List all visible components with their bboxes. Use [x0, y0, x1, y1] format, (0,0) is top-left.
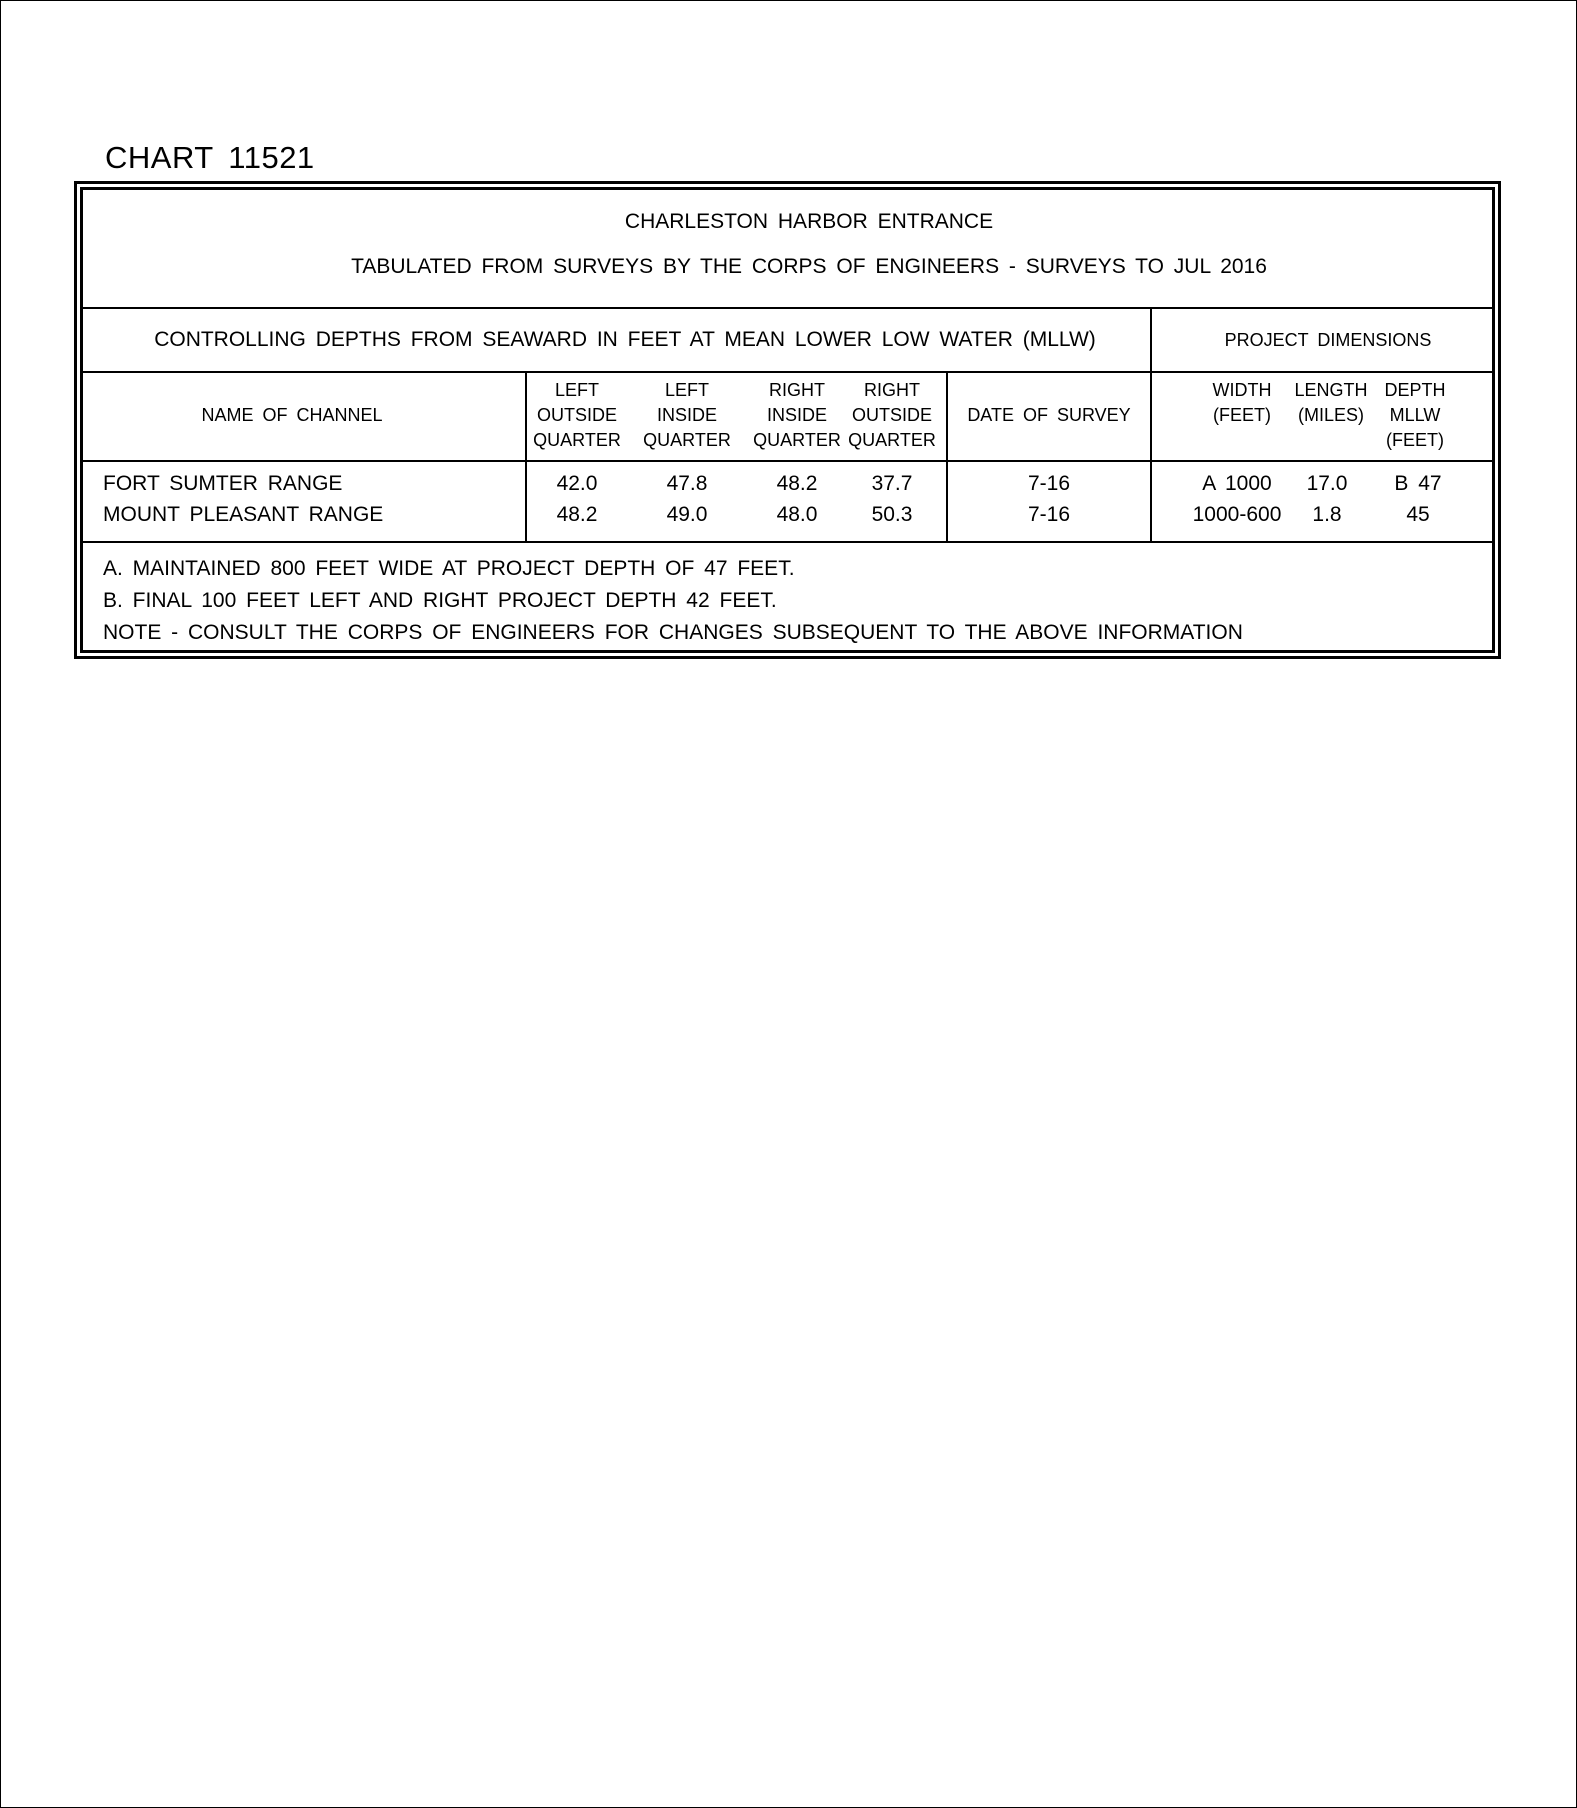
- row-2-depth: 45: [1406, 503, 1430, 526]
- row-1-right-outside: 37.7: [871, 472, 913, 495]
- rule-title-bottom: [83, 307, 1492, 309]
- controlling-depths-table: [74, 181, 1501, 659]
- note-b: B. FINAL 100 FEET LEFT AND RIGHT PROJECT DEPTH 42 FEET.: [103, 589, 777, 612]
- row-2-right-outside: 50.3: [871, 503, 913, 526]
- controlling-depths-heading: CONTROLLING DEPTHS FROM SEAWARD IN FEET AT MEAN LOWER LOW WATER (MLLW): [154, 328, 1096, 351]
- row-2-left-inside: 49.0: [666, 503, 708, 526]
- col-right-inside-quarter: RIGHT INSIDE QUARTER: [753, 380, 841, 450]
- table-inner-frame: [80, 187, 1495, 653]
- table-title: CHARLESTON HARBOR ENTRANCE: [624, 210, 994, 233]
- row-1-depth: B 47: [1394, 472, 1442, 495]
- row-1-right-inside: 48.2: [776, 472, 818, 495]
- row-1-left-outside: 42.0: [556, 472, 598, 495]
- rule-date-divider: [946, 371, 948, 543]
- row-1-date: 7-16: [1027, 472, 1071, 495]
- rule-columns-bottom: [83, 460, 1492, 462]
- table-subtitle: TABULATED FROM SURVEYS BY THE CORPS OF ENGINEERS - SURVEYS TO JUL 2016: [351, 255, 1267, 278]
- rule-name-divider: [525, 371, 527, 543]
- row-2-right-inside: 48.0: [776, 503, 818, 526]
- rule-rows-bottom: [83, 541, 1492, 543]
- row-2-length: 1.8: [1312, 503, 1342, 526]
- row-1-width: A 1000: [1202, 472, 1272, 495]
- col-depth-mllw-feet: DEPTH MLLW (FEET): [1384, 380, 1446, 450]
- rule-project-divider: [1150, 307, 1152, 543]
- col-left-outside-quarter: LEFT OUTSIDE QUARTER: [533, 380, 621, 450]
- rule-heading-bottom: [83, 371, 1492, 373]
- col-date-of-survey: DATE OF SURVEY: [967, 405, 1131, 425]
- row-1-channel-name: FORT SUMTER RANGE: [103, 472, 343, 495]
- chart-label: CHART 11521: [105, 140, 315, 175]
- project-dimensions-heading: PROJECT DIMENSIONS: [1224, 330, 1432, 350]
- row-1-left-inside: 47.8: [666, 472, 708, 495]
- row-2-channel-name: MOUNT PLEASANT RANGE: [103, 503, 384, 526]
- row-2-date: 7-16: [1027, 503, 1071, 526]
- note-a: A. MAINTAINED 800 FEET WIDE AT PROJECT DEPTH OF 47 FEET.: [103, 557, 795, 580]
- row-2-width: 1000-600: [1192, 503, 1282, 526]
- col-length-miles: LENGTH (MILES): [1294, 380, 1368, 425]
- col-width-feet: WIDTH (FEET): [1212, 380, 1272, 425]
- row-2-left-outside: 48.2: [556, 503, 598, 526]
- col-right-outside-quarter: RIGHT OUTSIDE QUARTER: [848, 380, 936, 450]
- col-left-inside-quarter: LEFT INSIDE QUARTER: [643, 380, 731, 450]
- note-consult: NOTE - CONSULT THE CORPS OF ENGINEERS FOR CHANGES SUBSEQUENT TO THE ABOVE INFORMATION: [103, 621, 1243, 644]
- row-1-length: 17.0: [1306, 472, 1348, 495]
- col-name-of-channel: NAME OF CHANNEL: [201, 405, 383, 425]
